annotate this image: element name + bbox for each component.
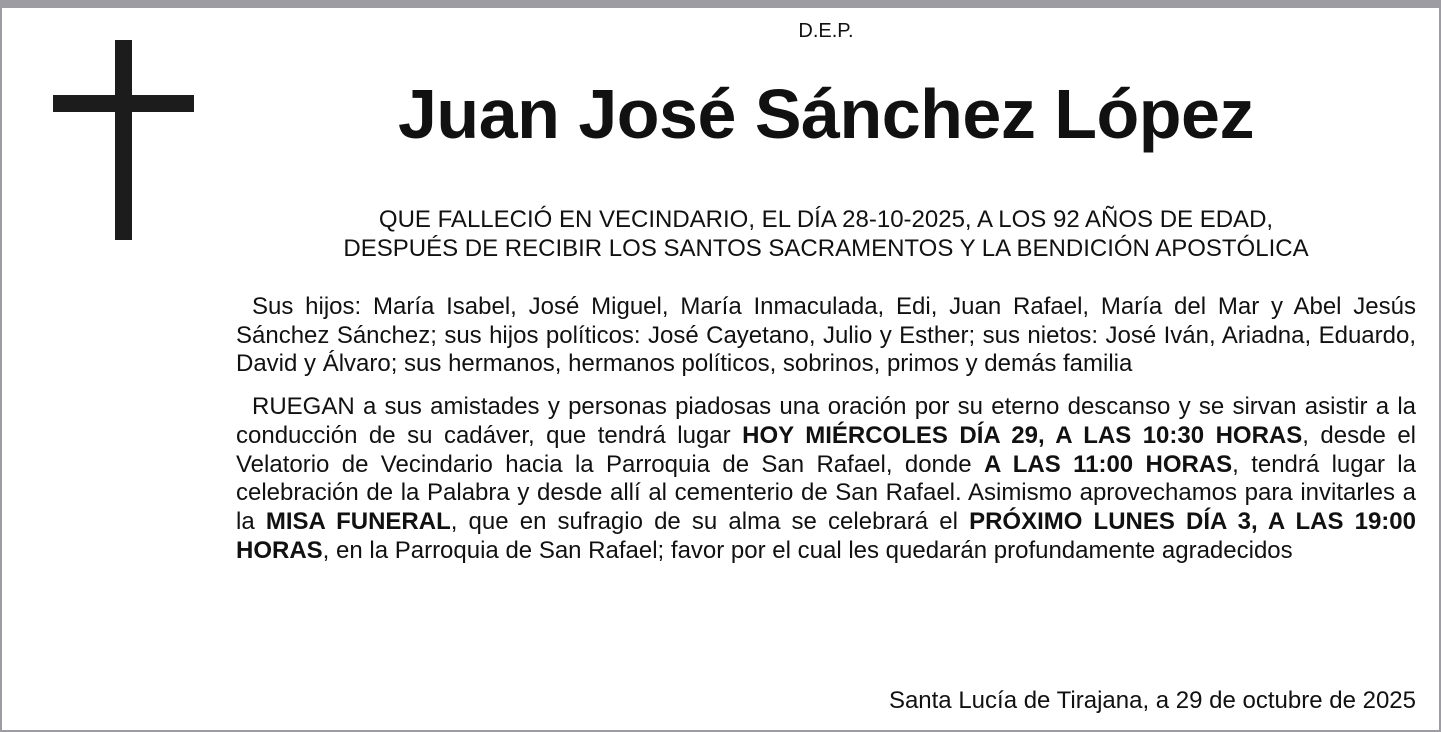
- cross-icon: [115, 40, 132, 240]
- request-paragraph: [236, 393, 1416, 565]
- deceased-name: Juan José Sánchez López: [398, 75, 1254, 153]
- bold-text: PRÓXIMO LUNES DÍA 3, A LAS 19:00 HORAS: [236, 507, 1416, 564]
- dep-heading: D.E.P.: [798, 20, 854, 42]
- family-paragraph: Sus hijos: María Isabel, José Miguel, María Inmaculada, Edi, Juan Rafael, María del Mar y Abel Jesús Sánchez Sánchez; sus hijos políticos: José Cayetano, Julio y Esther; sus nietos: José Iván, Ariadna, Eduardo, David y Álvaro; sus hermanos, hermanos políticos, sobrinos, primos y demás familia: [236, 293, 1416, 378]
- place-date: Santa Lucía de Tirajana, a 29 de octubre de 2025: [888, 687, 1416, 714]
- cross-icon-bar: [53, 95, 194, 112]
- death-notice-line: QUE FALLECIÓ EN VECINDARIO, EL DÍA 28-10-2025, A LOS 92 AÑOS DE EDAD,: [378, 206, 1274, 233]
- bold-text: HOY MIÉRCOLES DÍA 29, A LAS 10:30 HORAS: [742, 421, 1303, 449]
- bold-text: A LAS 11:00 HORAS: [983, 450, 1233, 478]
- bold-text: MISA FUNERAL: [265, 507, 451, 535]
- text: , desde el Velatorio de Vecindario hacia la Parroquia de San Rafael, donde: [236, 421, 1416, 478]
- text: , en la Parroquia de San Rafael; favor por el cual les quedarán profundamente agradecidos: [322, 536, 1293, 564]
- obituary-body: [236, 293, 1416, 579]
- text: , tendrá lugar la celebración de la Palabra y desde allí al cementerio de San Rafael. Asimismo aprovechamos para invitarles a la: [236, 450, 1416, 535]
- death-notice-line: DESPUÉS DE RECIBIR LOS SANTOS SACRAMENTOS Y LA BENDICIÓN APOSTÓLICA: [343, 235, 1309, 262]
- death-notice: [200, 205, 1441, 263]
- text: RUEGAN a sus amistades y personas piadosas una oración por su eterno descanso y se sirvan asistir a la conducción de su cadáver, que tendrá lugar: [236, 393, 1416, 449]
- text: , que en sufragio de su alma se celebrará el: [450, 507, 970, 535]
